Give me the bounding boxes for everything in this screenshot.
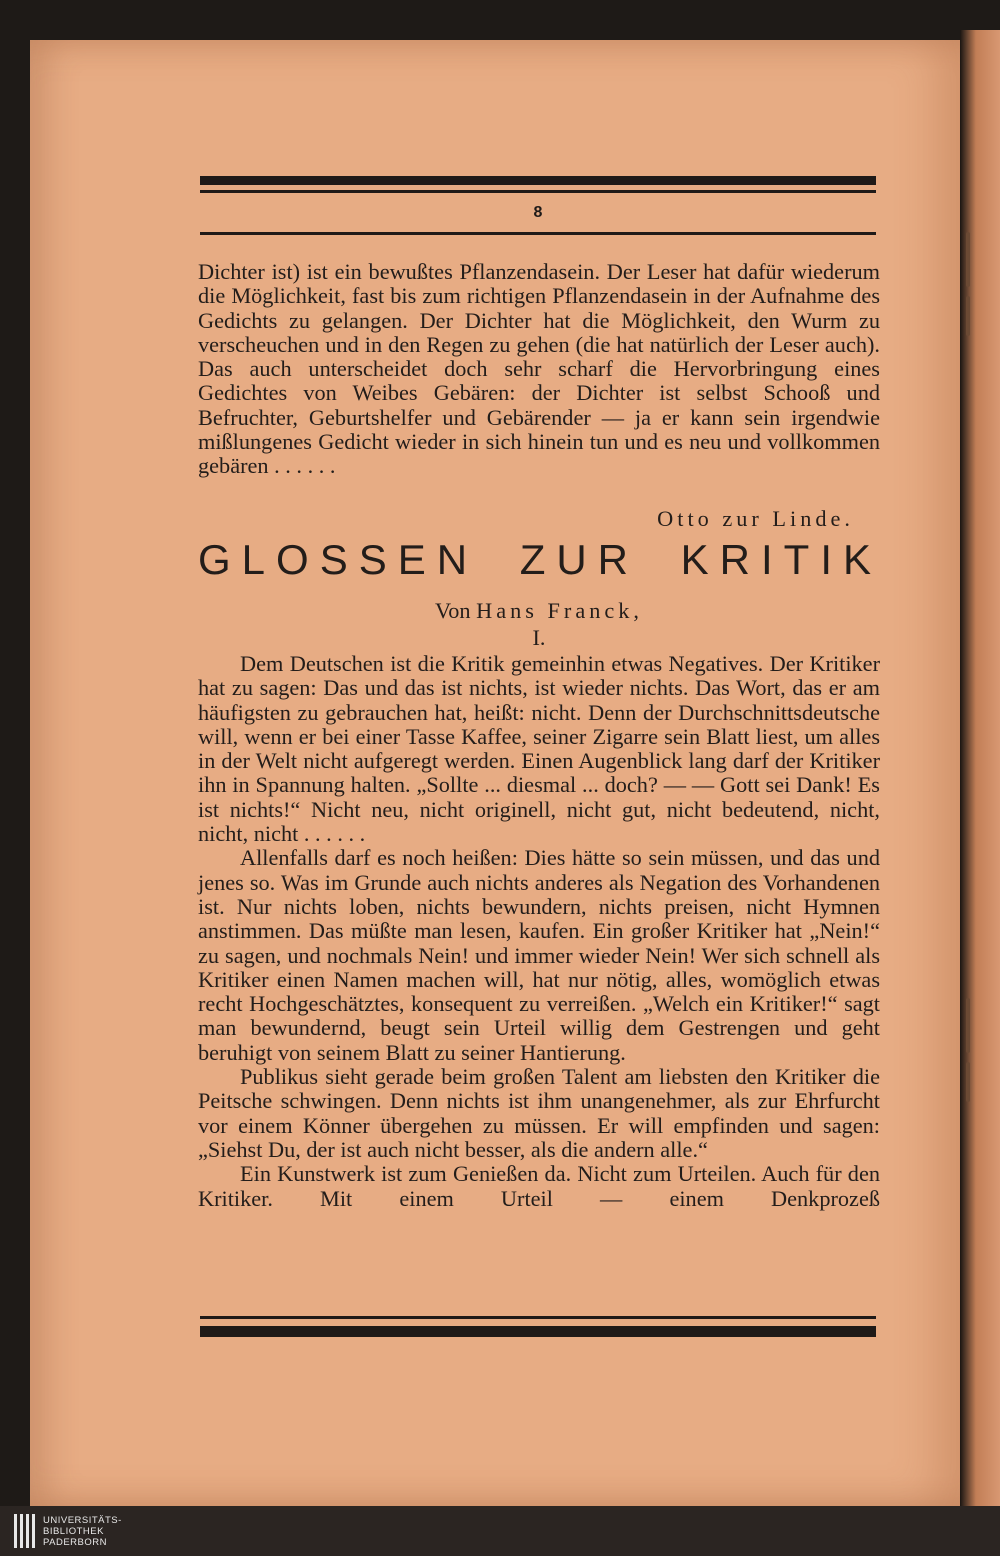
body-paragraph: Allenfalls darf es noch heißen: Dies hätte so sein müssen, und das und jenes so. Was im Grunde auch nichts anderes als Negation des Vorhandenen ist. Nur nichts loben, nichts bewundern, nichts preisen, nicht Hymnen anstimmen. Das müßte man lesen, kaufen. Ein großer Kritiker hat „Nein!“ zu sagen, und nochmals Nein! und immer wieder Nein! Wer sich schnell als Kritiker einen Namen machen will, hat nur nötig, alles, womöglich etwas recht Hochgeschätztes, konsequent zu verreißen. „Welch ein Kritiker!“ sagt man bewundernd, beugt sein Urteil willig dem Gestrengen und geht beruhigt von seinem Blatt zu seiner Hantierung. xyxy=(198,845,880,1065)
logo-line: UNIVERSITÄTS- xyxy=(43,1514,122,1526)
intro-paragraph: Dichter ist) ist ein bewußtes Pflanzendasein. Der Leser hat dafür wiederum die Möglichkeit, fast bis zum richtigen Pflanzendasein in der Aufnahme des Gedichts zu gelangen. Der Dichter hat die Möglichkeit, den Wurm zu verscheuchen und in den Regen zu gehen (die hat natürlich der Leser auch). Das auch unterscheidet doch sehr scharf die Hervorbringung eines Gedichtes von Weibes Gebären: der Dichter ist selbst Schooß und Befruchter, Geburtshelfer und Gebärender — ja er kann sein irgendwie mißlungenes Gedicht wieder in sich hinein tun und es neu und vollkommen gebären . . . . . . xyxy=(198,259,880,479)
byline-prefix: Von xyxy=(435,598,471,623)
author-signature: Otto zur Linde. xyxy=(657,506,854,531)
logo-text xyxy=(43,1515,122,1548)
logo-line: PADERBORN xyxy=(43,1536,107,1548)
footer-rule-thick xyxy=(200,1326,876,1337)
section-number: I. xyxy=(532,625,546,650)
body-paragraph: Dem Deutschen ist die Kritik gemeinhin etwas Negatives. Der Kritiker hat zu sagen: Das und das ist nichts, ist wieder nichts. Das Wort, das er am häufigsten zu gebrauchen hat, heißt: nicht. Denn der Durchschnittsdeutsche will, wenn er bei einer Tasse Kaffee, seiner Zigarre sein Blatt liest, um alles in der Welt nicht aufgeregt werden. Einen Augenblick lang darf der Kritiker ihn in Spannung halten. „Sollte ... diesmal ... doch? — — Gott sei Dank! Es ist nichts!“ Nicht neu, nicht originell, nicht gut, nicht bedeutend, nicht, nicht, nicht . . . . . . xyxy=(198,651,880,847)
staple-mark xyxy=(966,1062,970,1102)
header-rule-thin xyxy=(200,190,876,193)
staple-mark xyxy=(966,998,970,1053)
header-rule-thick xyxy=(200,176,876,185)
body-paragraph: Publikus sieht gerade beim großen Talent am liebsten den Kritiker die Peitsche schwingen. Denn nichts ist ihm unangenehmer, als zur Ehrfurcht vor einem Könner übergehen zu müssen. Er will empfinden und sagen: „Siehst Du, der ist auch nicht besser, als die andern alle.“ xyxy=(198,1064,880,1162)
header-rule-bottom xyxy=(200,232,876,235)
logo-line: BIBLIOTHEK xyxy=(43,1525,104,1537)
footer-rule-thin xyxy=(200,1316,876,1319)
article-heading: GLOSSEN ZUR KRITIK xyxy=(198,536,882,583)
article-body xyxy=(198,652,880,1211)
staple-mark xyxy=(966,296,970,336)
byline xyxy=(198,598,880,624)
intro-text xyxy=(198,260,880,479)
staple-mark xyxy=(966,232,970,287)
byline-author: Hans Franck, xyxy=(476,598,643,623)
body-paragraph: Ein Kunstwerk ist zum Genießen da. Nicht zum Urteilen. Auch für den Kritiker. Mit einem Urteil — einem Denkprozeß xyxy=(198,1161,880,1211)
logo-bars-icon xyxy=(14,1514,35,1548)
library-logo xyxy=(14,1514,122,1548)
page-number: 8 xyxy=(533,204,543,221)
